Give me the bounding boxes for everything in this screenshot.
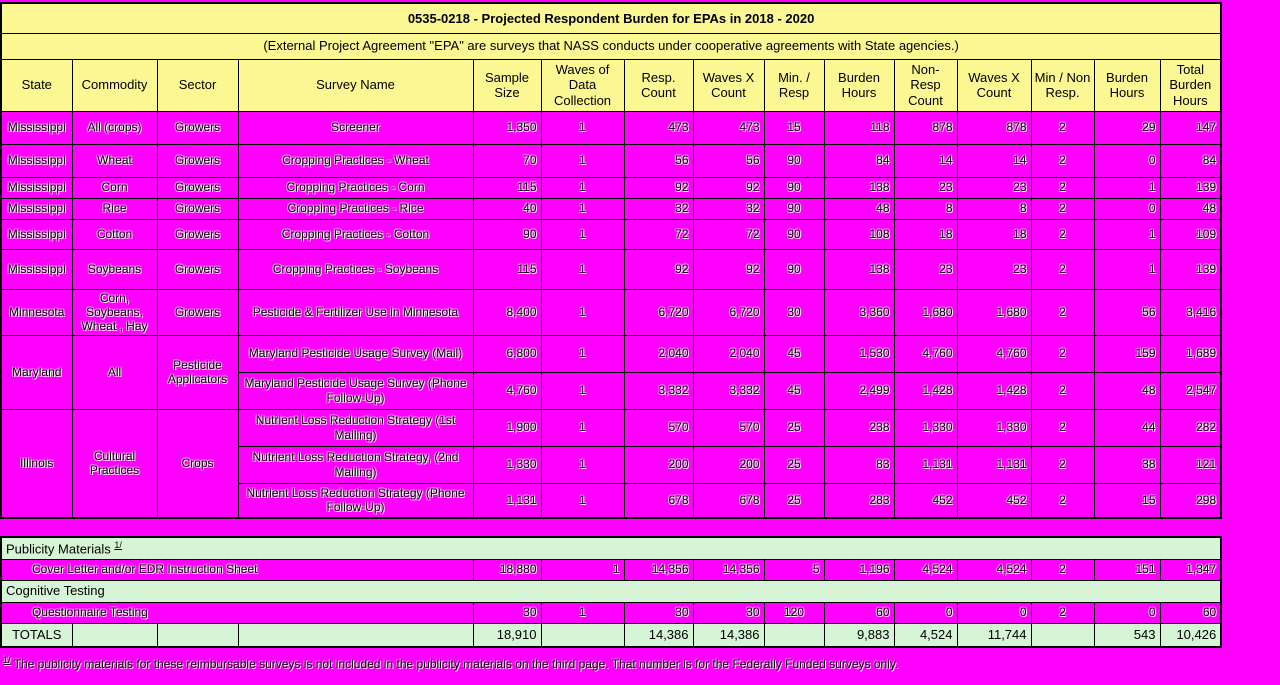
commodity-cell: Soybeans (72, 249, 157, 289)
value-cell: 45 (764, 372, 824, 409)
value-cell: 30 (624, 602, 693, 623)
survey-name-cell: Cropping Practices - Wheat (238, 144, 473, 177)
value-cell: 2 (1031, 249, 1094, 289)
value-cell: 1,347 (1160, 559, 1221, 580)
value-cell: 108 (824, 219, 894, 249)
value-cell: 1,900 (473, 409, 541, 446)
item-label-cell: Cover Letter and/or EDR Instruction Sheet (1, 559, 473, 580)
value-cell: 23 (894, 249, 957, 289)
sector-cell: Growers (157, 144, 238, 177)
column-header-row (1, 59, 1221, 111)
column-header: Total Burden Hours (1160, 59, 1221, 111)
value-cell: 2,040 (693, 335, 764, 372)
column-header: Resp. Count (624, 59, 693, 111)
value-cell: 48 (1160, 198, 1221, 219)
value-cell: 1 (1094, 177, 1160, 198)
value-cell: 44 (1094, 409, 1160, 446)
column-header: Waves of Data Collection (541, 59, 624, 111)
value-cell: 283 (824, 483, 894, 518)
value-cell: 2 (1031, 289, 1094, 335)
value-cell: 1,428 (957, 372, 1031, 409)
value-cell: 1,428 (894, 372, 957, 409)
value-cell: 56 (693, 144, 764, 177)
publicity-section-title: Publicity Materials $^{1/}$ (1, 537, 1221, 559)
sector-cell: Pesticide Applicators (157, 335, 238, 409)
totals-value-cell: 14,386 (624, 623, 693, 647)
column-header: Burden Hours (824, 59, 894, 111)
totals-value-cell (541, 623, 624, 647)
value-cell: 298 (1160, 483, 1221, 518)
footnote-text: The publicity materials for these reimbursable surveys is not included in the publicity materials on the third page. That number is for the Federally Funded surveys only. (13, 657, 899, 671)
value-cell: 92 (624, 177, 693, 198)
state-cell: Minnesota (1, 289, 72, 335)
value-cell: 1,131 (957, 446, 1031, 483)
value-cell: 30 (693, 602, 764, 623)
value-cell: 151 (1094, 559, 1160, 580)
value-cell: 3,416 (1160, 289, 1221, 335)
value-cell: 200 (624, 446, 693, 483)
column-header: Sector (157, 59, 238, 111)
value-cell: 14,356 (624, 559, 693, 580)
empty-cell (157, 623, 238, 647)
value-cell: 1,330 (894, 409, 957, 446)
sector-cell: Growers (157, 111, 238, 144)
sector-cell: Growers (157, 219, 238, 249)
footnote-marker: 1/ (3, 655, 11, 665)
value-cell: 159 (1094, 335, 1160, 372)
value-cell: 1,680 (957, 289, 1031, 335)
value-cell: 2 (1031, 446, 1094, 483)
value-cell: 121 (1160, 446, 1221, 483)
value-cell: 1 (1094, 249, 1160, 289)
sector-cell: Growers (157, 249, 238, 289)
value-cell: 1,680 (894, 289, 957, 335)
value-cell: 138 (824, 177, 894, 198)
value-cell: 1 (1094, 219, 1160, 249)
value-cell: 56 (1094, 289, 1160, 335)
table-row (1, 249, 1221, 289)
sector-cell: Crops (157, 409, 238, 518)
table-row (1, 289, 1221, 335)
value-cell: 1 (541, 335, 624, 372)
value-cell: 115 (473, 249, 541, 289)
value-cell: 1 (541, 446, 624, 483)
page-subtitle: (External Project Agreement "EPA" are surveys that NASS conducts under cooperative agreements with State agencies.) (1, 33, 1221, 59)
value-cell: 32 (693, 198, 764, 219)
value-cell: 678 (624, 483, 693, 518)
subtitle-row (1, 33, 1221, 59)
value-cell: 1 (541, 219, 624, 249)
value-cell: 0 (1094, 144, 1160, 177)
value-cell: 109 (1160, 219, 1221, 249)
value-cell: 25 (764, 446, 824, 483)
value-cell: 4,760 (894, 335, 957, 372)
table-row (1, 409, 1221, 446)
value-cell: 90 (764, 177, 824, 198)
totals-value-cell (1031, 623, 1094, 647)
value-cell: 115 (473, 177, 541, 198)
value-cell: 3,332 (693, 372, 764, 409)
commodity-cell: Corn (72, 177, 157, 198)
table-row (1, 198, 1221, 219)
column-header: Commodity (72, 59, 157, 111)
survey-name-cell: Maryland Pesticide Usage Survey (Mail) (238, 335, 473, 372)
totals-value-cell: 18,910 (473, 623, 541, 647)
value-cell: 30 (764, 289, 824, 335)
value-cell: 0 (1094, 602, 1160, 623)
survey-name-cell: Nutrient Loss Reduction Strategy, (2nd Mailing) (238, 446, 473, 483)
commodity-cell: All (crops) (72, 111, 157, 144)
value-cell: 570 (693, 409, 764, 446)
value-cell: 570 (624, 409, 693, 446)
column-header: Burden Hours (1094, 59, 1160, 111)
column-header: Non-Resp Count (894, 59, 957, 111)
publicity-section-row (1, 537, 1221, 559)
table-row (1, 219, 1221, 249)
commodity-cell: Cotton (72, 219, 157, 249)
totals-value-cell: 4,524 (894, 623, 957, 647)
state-cell: Mississippi (1, 249, 72, 289)
value-cell: 4,760 (473, 372, 541, 409)
value-cell: 2 (1031, 198, 1094, 219)
cognitive-section-row (1, 580, 1221, 602)
value-cell: 0 (894, 602, 957, 623)
cognitive-item-row (1, 602, 1221, 623)
value-cell: 29 (1094, 111, 1160, 144)
state-cell: Mississippi (1, 219, 72, 249)
burden-table (0, 2, 1222, 519)
state-cell: Mississippi (1, 198, 72, 219)
totals-value-cell: 9,883 (824, 623, 894, 647)
value-cell: 15 (764, 111, 824, 144)
value-cell: 32 (624, 198, 693, 219)
value-cell: 1 (541, 409, 624, 446)
value-cell: 70 (473, 144, 541, 177)
value-cell: 60 (1160, 602, 1221, 623)
value-cell: 18 (957, 219, 1031, 249)
value-cell: 4,760 (957, 335, 1031, 372)
footnote-marker: 1/ (114, 539, 122, 550)
value-cell: 8 (894, 198, 957, 219)
value-cell: 38 (1094, 446, 1160, 483)
value-cell: 5 (764, 559, 824, 580)
survey-name-cell: Pesticide & Fertilizer Use in Minnesota (238, 289, 473, 335)
commodity-cell: Cultural Practices (72, 409, 157, 518)
value-cell: 8,400 (473, 289, 541, 335)
value-cell: 0 (957, 602, 1031, 623)
value-cell: 2 (1031, 559, 1094, 580)
value-cell: 1,350 (473, 111, 541, 144)
summary-table (0, 536, 1222, 648)
value-cell: 2 (1031, 144, 1094, 177)
value-cell: 18,880 (473, 559, 541, 580)
value-cell: 48 (824, 198, 894, 219)
value-cell: 23 (894, 177, 957, 198)
survey-name-cell: Nutrient Loss Reduction Strategy (Phone Follow-Up) (238, 483, 473, 518)
value-cell: 6,800 (473, 335, 541, 372)
totals-row (1, 623, 1221, 647)
value-cell: 2 (1031, 111, 1094, 144)
value-cell: 1,330 (473, 446, 541, 483)
value-cell: 2 (1031, 219, 1094, 249)
survey-name-cell: Cropping Practices - Soybeans (238, 249, 473, 289)
value-cell: 4,524 (894, 559, 957, 580)
publicity-item-row (1, 559, 1221, 580)
totals-value-cell: 543 (1094, 623, 1160, 647)
value-cell: 120 (764, 602, 824, 623)
empty-cell (238, 623, 473, 647)
survey-name-cell: Maryland Pesticide Usage Survey (Phone Follow-Up) (238, 372, 473, 409)
value-cell: 1,689 (1160, 335, 1221, 372)
value-cell: 1 (541, 177, 624, 198)
value-cell: 90 (764, 249, 824, 289)
value-cell: 23 (957, 177, 1031, 198)
value-cell: 90 (473, 219, 541, 249)
table-row (1, 177, 1221, 198)
value-cell: 8 (957, 198, 1031, 219)
value-cell: 3,360 (824, 289, 894, 335)
state-cell: Mississippi (1, 144, 72, 177)
value-cell: 60 (824, 602, 894, 623)
value-cell: 45 (764, 335, 824, 372)
value-cell: 1 (541, 144, 624, 177)
value-cell: 48 (1094, 372, 1160, 409)
value-cell: 1 (541, 483, 624, 518)
sector-cell: Growers (157, 289, 238, 335)
value-cell: 1,131 (894, 446, 957, 483)
commodity-cell: All (72, 335, 157, 409)
survey-name-cell: Cropping Practices - Cotton (238, 219, 473, 249)
value-cell: 30 (473, 602, 541, 623)
value-cell: 1 (541, 198, 624, 219)
value-cell: 72 (693, 219, 764, 249)
value-cell: 2 (1031, 335, 1094, 372)
commodity-cell: Corn, Soybeans, Wheat , Hay (72, 289, 157, 335)
value-cell: 90 (764, 198, 824, 219)
value-cell: 118 (824, 111, 894, 144)
column-header: Waves X Count (957, 59, 1031, 111)
value-cell: 84 (1160, 144, 1221, 177)
totals-value-cell (764, 623, 824, 647)
value-cell: 139 (1160, 249, 1221, 289)
value-cell: 1 (541, 559, 624, 580)
value-cell: 1 (541, 249, 624, 289)
value-cell: 15 (1094, 483, 1160, 518)
sector-cell: Growers (157, 177, 238, 198)
totals-label-cell: TOTALS (1, 623, 72, 647)
value-cell: 0 (1094, 198, 1160, 219)
table-row (1, 335, 1221, 372)
value-cell: 878 (894, 111, 957, 144)
value-cell: 25 (764, 409, 824, 446)
column-header: Min / Non Resp. (1031, 59, 1094, 111)
value-cell: 84 (824, 144, 894, 177)
survey-name-cell: Cropping Practices - Corn (238, 177, 473, 198)
totals-value-cell: 11,744 (957, 623, 1031, 647)
value-cell: 2 (1031, 372, 1094, 409)
value-cell: 1 (541, 372, 624, 409)
value-cell: 139 (1160, 177, 1221, 198)
value-cell: 23 (957, 249, 1031, 289)
value-cell: 92 (693, 177, 764, 198)
value-cell: 1,530 (824, 335, 894, 372)
value-cell: 90 (764, 144, 824, 177)
value-cell: 200 (693, 446, 764, 483)
survey-name-cell: Screener (238, 111, 473, 144)
value-cell: 1,131 (473, 483, 541, 518)
value-cell: 282 (1160, 409, 1221, 446)
table-row (1, 111, 1221, 144)
value-cell: 1,196 (824, 559, 894, 580)
value-cell: 6,720 (624, 289, 693, 335)
value-cell: 6,720 (693, 289, 764, 335)
totals-value-cell: 10,426 (1160, 623, 1221, 647)
value-cell: 25 (764, 483, 824, 518)
value-cell: 2 (1031, 409, 1094, 446)
survey-name-cell: Cropping Practices - Rice (238, 198, 473, 219)
state-cell: Mississippi (1, 177, 72, 198)
footnote (3, 655, 1103, 671)
value-cell: 2 (1031, 483, 1094, 518)
title-row (1, 3, 1221, 33)
value-cell: 473 (624, 111, 693, 144)
item-label-cell: Questionnaire Testing (1, 602, 473, 623)
value-cell: 2,547 (1160, 372, 1221, 409)
value-cell: 92 (624, 249, 693, 289)
value-cell: 14,356 (693, 559, 764, 580)
value-cell: 1,330 (957, 409, 1031, 446)
commodity-cell: Rice (72, 198, 157, 219)
column-header: Survey Name (238, 59, 473, 111)
state-cell: Illinois (1, 409, 72, 518)
value-cell: 1 (541, 289, 624, 335)
value-cell: 1 (541, 602, 624, 623)
value-cell: 56 (624, 144, 693, 177)
value-cell: 90 (764, 219, 824, 249)
value-cell: 473 (693, 111, 764, 144)
cognitive-section-title: Cognitive Testing (1, 580, 1221, 602)
value-cell: 138 (824, 249, 894, 289)
totals-value-cell: 14,386 (693, 623, 764, 647)
table-row (1, 144, 1221, 177)
value-cell: 452 (894, 483, 957, 518)
value-cell: 678 (693, 483, 764, 518)
state-cell: Mississippi (1, 111, 72, 144)
commodity-cell: Wheat (72, 144, 157, 177)
state-cell: Maryland (1, 335, 72, 409)
value-cell: 4,524 (957, 559, 1031, 580)
value-cell: 14 (957, 144, 1031, 177)
value-cell: 14 (894, 144, 957, 177)
value-cell: 3,332 (624, 372, 693, 409)
column-header: Waves X Count (693, 59, 764, 111)
sector-cell: Growers (157, 198, 238, 219)
empty-cell (72, 623, 157, 647)
value-cell: 92 (693, 249, 764, 289)
page-title: 0535-0218 - Projected Respondent Burden for EPAs in 2018 - 2020 (1, 3, 1221, 33)
column-header: Sample Size (473, 59, 541, 111)
value-cell: 72 (624, 219, 693, 249)
value-cell: 1 (541, 111, 624, 144)
value-cell: 2 (1031, 602, 1094, 623)
value-cell: 2,040 (624, 335, 693, 372)
value-cell: 238 (824, 409, 894, 446)
value-cell: 878 (957, 111, 1031, 144)
column-header: Min. / Resp (764, 59, 824, 111)
value-cell: 83 (824, 446, 894, 483)
value-cell: 40 (473, 198, 541, 219)
value-cell: 147 (1160, 111, 1221, 144)
value-cell: 452 (957, 483, 1031, 518)
value-cell: 2,499 (824, 372, 894, 409)
survey-name-cell: Nutrient Loss Reduction Strategy (1st Mailing) (238, 409, 473, 446)
value-cell: 2 (1031, 177, 1094, 198)
value-cell: 18 (894, 219, 957, 249)
column-header: State (1, 59, 72, 111)
